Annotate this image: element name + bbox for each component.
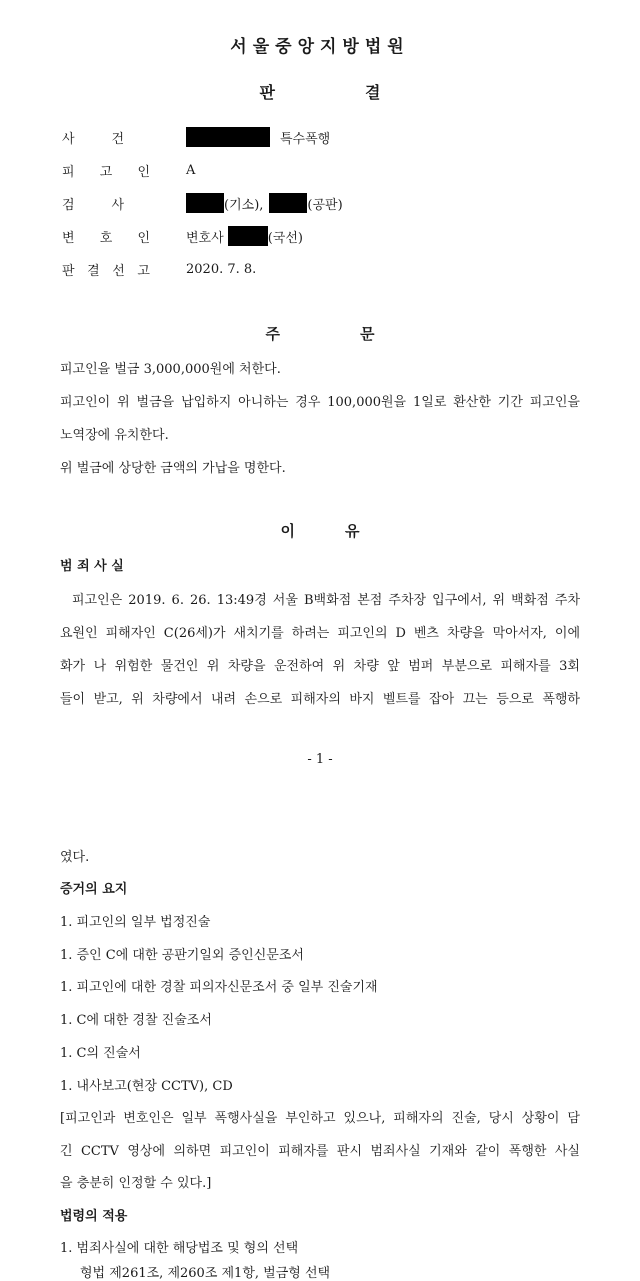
sentencing-date-value: 2020. 7. 8. (186, 261, 257, 277)
document-title-char-2: 결 (365, 83, 381, 102)
sentencing-date-label: 판 결 선 고 (62, 263, 150, 279)
evidence-item: 1. 증인 C에 대한 공판기일외 증인신문조서 (60, 948, 304, 963)
crime-facts-line: 화가 나 위험한 물건인 위 차량을 운전하여 위 차량 앞 범퍼 부분으로 피해자를 3회 (60, 659, 580, 674)
law-heading: 법령의 적용 (60, 1209, 128, 1224)
prosecutor-value: (기소), (공판) (186, 193, 343, 213)
law-item-detail: 형법 제261조, 제260조 제1항, 벌금형 선택 (80, 1266, 331, 1281)
defendant-row (62, 160, 195, 180)
prosecutor-row (62, 193, 343, 213)
sentencing-date-row (62, 259, 256, 279)
redaction-box (186, 127, 270, 147)
evidence-item: 1. 내사보고(현장 CCTV), CD (60, 1079, 233, 1094)
document-title (0, 80, 640, 103)
order-line: 노역장에 유치한다. (60, 428, 169, 443)
crime-facts-heading: 범 죄 사 실 (60, 559, 124, 574)
evidence-note-line: 을 충분히 인정할 수 있다.] (60, 1176, 212, 1191)
crime-facts-line: 들이 받고, 위 차량에서 내려 손으로 피해자의 바지 벨트를 잡아 끄는 등으로 폭행하 (60, 692, 580, 707)
defense-counsel-label: 변 호 인 (62, 230, 150, 246)
page-number: - 1 - (307, 752, 333, 767)
order-line: 위 벌금에 상당한 금액의 가납을 명한다. (60, 461, 286, 476)
evidence-item: 1. C에 대한 경찰 진술조서 (60, 1013, 212, 1028)
prosecutor-label: 검 사 (62, 197, 124, 213)
case-value: 특수폭행 (186, 127, 330, 147)
crime-facts-line: 요원인 피해자인 C(26세)가 새치기를 하려는 피고인의 D 벤츠 차량을 막아서자, 이에 (60, 626, 580, 641)
defendant-value: A (186, 162, 196, 178)
defense-counsel-value: 변호사 (국선) (186, 226, 303, 246)
evidence-item: 1. C의 진술서 (60, 1046, 141, 1061)
case-row (62, 127, 330, 147)
evidence-note-line: 긴 CCTV 영상에 의하면 피고인이 피해자를 판시 범죄사실 기재와 같이 폭행한 사실 (60, 1144, 580, 1159)
defense-counsel-row (62, 226, 303, 246)
redaction-box (228, 226, 268, 246)
continuation-text: 였다. (60, 850, 90, 865)
redaction-box (186, 193, 224, 213)
defendant-label: 피 고 인 (62, 164, 150, 180)
order-title: 주 문 (265, 325, 375, 343)
case-label: 사 건 (62, 131, 124, 147)
court-name: 서울중앙지방법원 (230, 37, 410, 57)
document-title-char-1: 판 (259, 83, 275, 102)
crime-facts-line: 피고인은 2019. 6. 26. 13:49경 서울 B백화점 본점 주차장 입구에서, 위 백화점 주차 (72, 593, 580, 608)
reason-title: 이 유 (280, 522, 360, 540)
order-line: 피고인을 벌금 3,000,000원에 처한다. (60, 362, 281, 377)
evidence-note-line: [피고인과 변호인은 일부 폭행사실을 부인하고 있으나, 피해자의 진술, 당시 상황이 담 (60, 1111, 580, 1126)
evidence-item: 1. 피고인에 대한 경찰 피의자신문조서 중 일부 진술기재 (60, 980, 378, 995)
evidence-heading: 증거의 요지 (60, 882, 128, 897)
law-item: 1. 범죄사실에 대한 해당법조 및 형의 선택 (60, 1241, 299, 1256)
order-line: 피고인이 위 벌금을 납입하지 아니하는 경우 100,000원을 1일로 환산한 기간 피고인을 (60, 395, 580, 410)
evidence-item: 1. 피고인의 일부 법정진술 (60, 915, 211, 930)
redaction-box (269, 193, 307, 213)
